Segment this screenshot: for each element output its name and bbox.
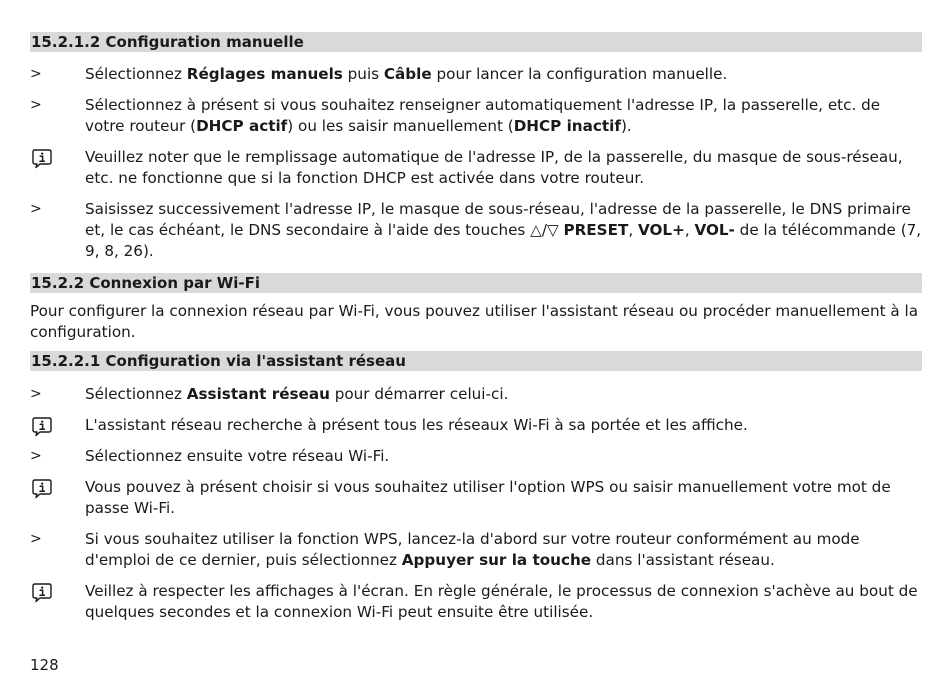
instruction-step	[30, 529, 922, 571]
instruction-step	[30, 64, 922, 85]
step-arrow-marker: >	[30, 97, 42, 113]
instruction-step	[30, 384, 922, 405]
bold-term: DHCP actif	[196, 117, 288, 135]
bold-term: Câble	[383, 65, 432, 83]
bold-term: DHCP inactif	[513, 117, 621, 135]
step-arrow-marker: >	[30, 531, 42, 547]
step-arrow-marker: >	[30, 386, 42, 402]
item-text: Sélectionnez Réglages manuels puis Câble pour lancer la configuration manuelle.	[85, 65, 728, 83]
step-arrow-marker: >	[30, 201, 42, 217]
bold-term: Appuyer sur la touche	[401, 551, 592, 569]
info-note	[30, 477, 922, 519]
instruction-step	[30, 95, 922, 137]
section-items-15212	[30, 64, 922, 262]
info-icon	[31, 148, 53, 169]
section-heading-1522: 15.2.2 Connexion par Wi-Fi	[30, 273, 922, 293]
section-heading-15221: 15.2.2.1 Configuration via l'assistant réseau	[30, 351, 922, 371]
bold-term: Assistant réseau	[186, 385, 330, 403]
bold-term: Réglages manuels	[186, 65, 343, 83]
step-arrow-marker: >	[30, 66, 42, 82]
step-arrow-marker: >	[30, 448, 42, 464]
info-icon	[31, 416, 53, 437]
section-paragraph-1522: Pour configurer la connexion réseau par Wi-Fi, vous pouvez utiliser l'assistant réseau ou procéder manuellement à la configuration.	[30, 302, 919, 341]
bold-term: VOL-	[694, 221, 735, 239]
item-text: Veuillez noter que le remplissage automatique de l'adresse IP, de la passerelle, du masque de sous-réseau, etc. ne fonctionne que si la fonction DHCP est activée dans votre routeur.	[85, 148, 903, 187]
instruction-step	[30, 199, 922, 262]
bold-term: VOL+	[638, 221, 685, 239]
item-text: Sélectionnez ensuite votre réseau Wi-Fi.	[85, 447, 390, 465]
page-number: 128	[30, 656, 59, 674]
section-heading-15212: 15.2.1.2 Configuration manuelle	[30, 32, 922, 52]
info-note	[30, 415, 922, 436]
item-text: Sélectionnez Assistant réseau pour démarrer celui-ci.	[85, 385, 509, 403]
item-text: Si vous souhaitez utiliser la fonction WPS, lancez-la d'abord sur votre routeur conformément au mode d'emploi de ce dernier, puis sélectionnez Appuyer sur la touche dans l'assistant réseau.	[85, 530, 860, 569]
item-text: L'assistant réseau recherche à présent tous les réseaux Wi-Fi à sa portée et les affiche.	[85, 416, 748, 434]
item-text: Veillez à respecter les affichages à l'écran. En règle générale, le processus de connexion s'achève au bout de quelques secondes et la connexion Wi-Fi peut ensuite être utilisée.	[85, 582, 918, 621]
instruction-step	[30, 446, 922, 467]
info-note	[30, 147, 922, 189]
bold-term: PRESET	[563, 221, 629, 239]
item-text: Sélectionnez à présent si vous souhaitez renseigner automatiquement l'adresse IP, la passerelle, etc. de votre routeur (DHCP actif) ou les saisir manuellement (DHCP inactif).	[85, 96, 881, 135]
item-text: Vous pouvez à présent choisir si vous souhaitez utiliser l'option WPS ou saisir manuellement votre mot de passe Wi-Fi.	[85, 478, 891, 517]
page-content	[30, 32, 922, 623]
info-icon	[31, 582, 53, 603]
section-items-15221	[30, 384, 922, 623]
item-text: Saisissez successivement l'adresse IP, le masque de sous-réseau, l'adresse de la passerelle, le DNS primaire et, le cas échéant, le DNS secondaire à l'aide des touches △/▽ PRESET, VOL+, VOL- de la télécommande (7, 9, 8, 26).	[85, 200, 922, 260]
info-icon	[31, 478, 53, 499]
info-note	[30, 581, 922, 623]
